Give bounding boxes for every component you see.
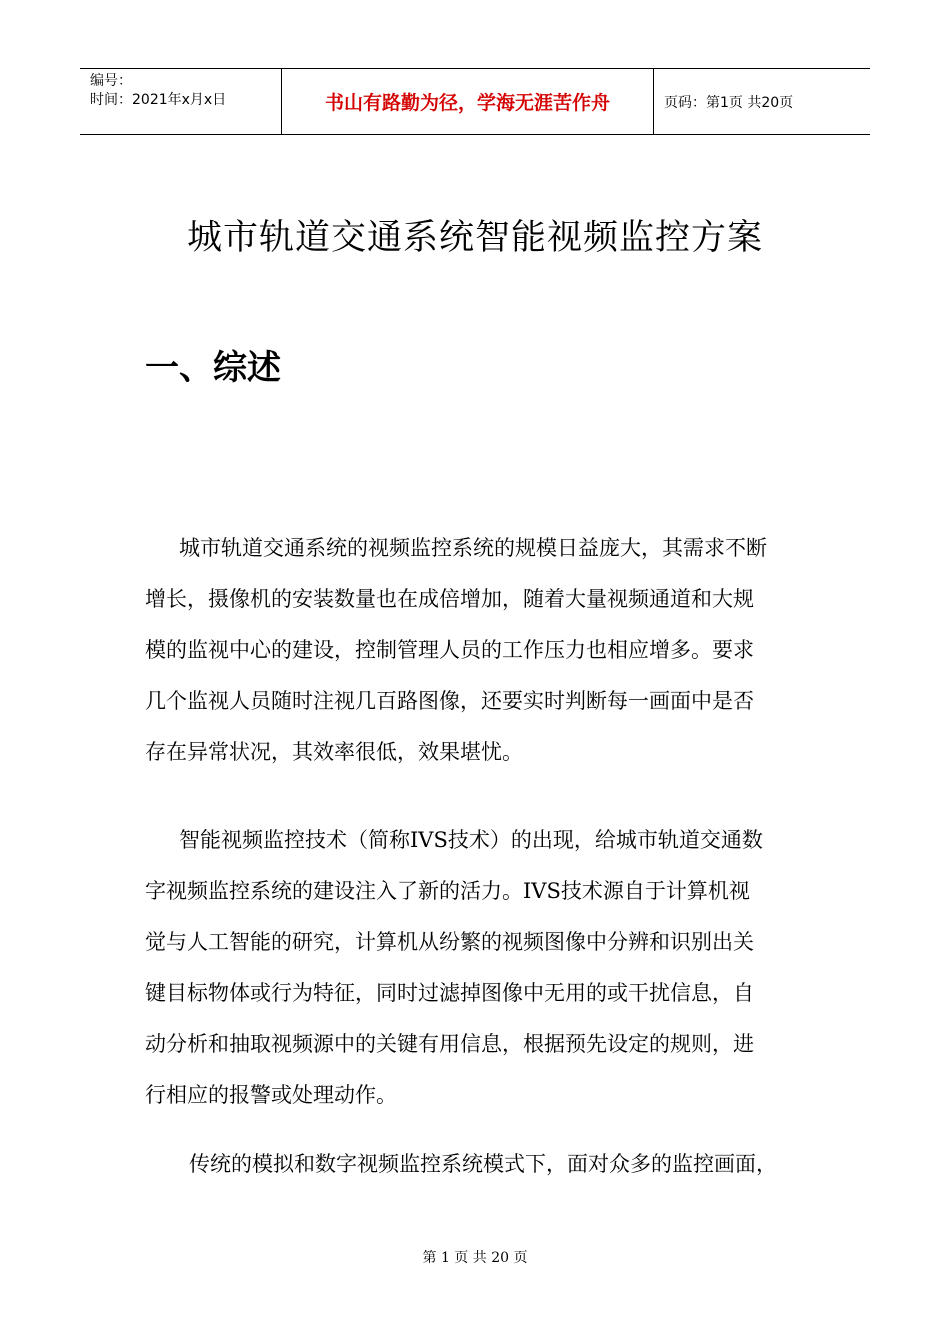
paragraph-line: 城市轨道交通系统的视频监控系统的规模日益庞大，其需求不断	[179, 536, 767, 560]
header-meta	[80, 69, 282, 134]
paragraph-2	[145, 815, 807, 1121]
paragraph-line: 几个监视人员随时注视几百路图像，还要实时判断每一画面中是否	[145, 689, 754, 713]
header-motto: 书山有路勤为径，学海无涯苦作舟	[282, 69, 654, 134]
paragraph-line: 增长，摄像机的安装数量也在成倍增加，随着大量视频通道和大规	[145, 587, 754, 611]
section-heading: 一、综述	[145, 348, 281, 388]
document-title: 城市轨道交通系统智能视频监控方案	[186, 218, 763, 258]
paragraph-line: 字视频监控系统的建设注入了新的活力。IVS技术源自于计算机视	[145, 879, 750, 903]
paragraph-line: 动分析和抽取视频源中的关键有用信息，根据预先设定的规则，进	[145, 1032, 754, 1056]
paragraph-line: 觉与人工智能的研究，计算机从纷繁的视频图像中分辨和识别出关	[145, 930, 754, 954]
paragraph-line: 键目标物体或行为特征，同时过滤掉图像中无用的或干扰信息，自	[145, 981, 754, 1005]
header-page-info: 页码：第1页 共20页	[664, 94, 794, 111]
paragraph-line: 传统的模拟和数字视频监控系统模式下，面对众多的监控画面，	[189, 1152, 777, 1176]
paragraph-3	[145, 1139, 807, 1190]
paragraph-line: 行相应的报警或处理动作。	[145, 1083, 397, 1107]
paragraph-1	[145, 523, 807, 778]
paragraph-line: 存在异常状况，其效率很低，效果堪忧。	[145, 740, 523, 764]
document-header	[80, 68, 870, 135]
paragraph-line: 智能视频监控技术（简称IVS技术）的出现，给城市轨道交通数	[179, 828, 763, 852]
paragraph-line: 模的监视中心的建设，控制管理人员的工作压力也相应增多。要求	[145, 638, 754, 662]
page-footer: 第 1 页 共 20 页	[422, 1250, 528, 1266]
header-number-label: 编号：	[90, 73, 132, 89]
header-date-label: 时间：2021年x月x日	[90, 92, 227, 108]
